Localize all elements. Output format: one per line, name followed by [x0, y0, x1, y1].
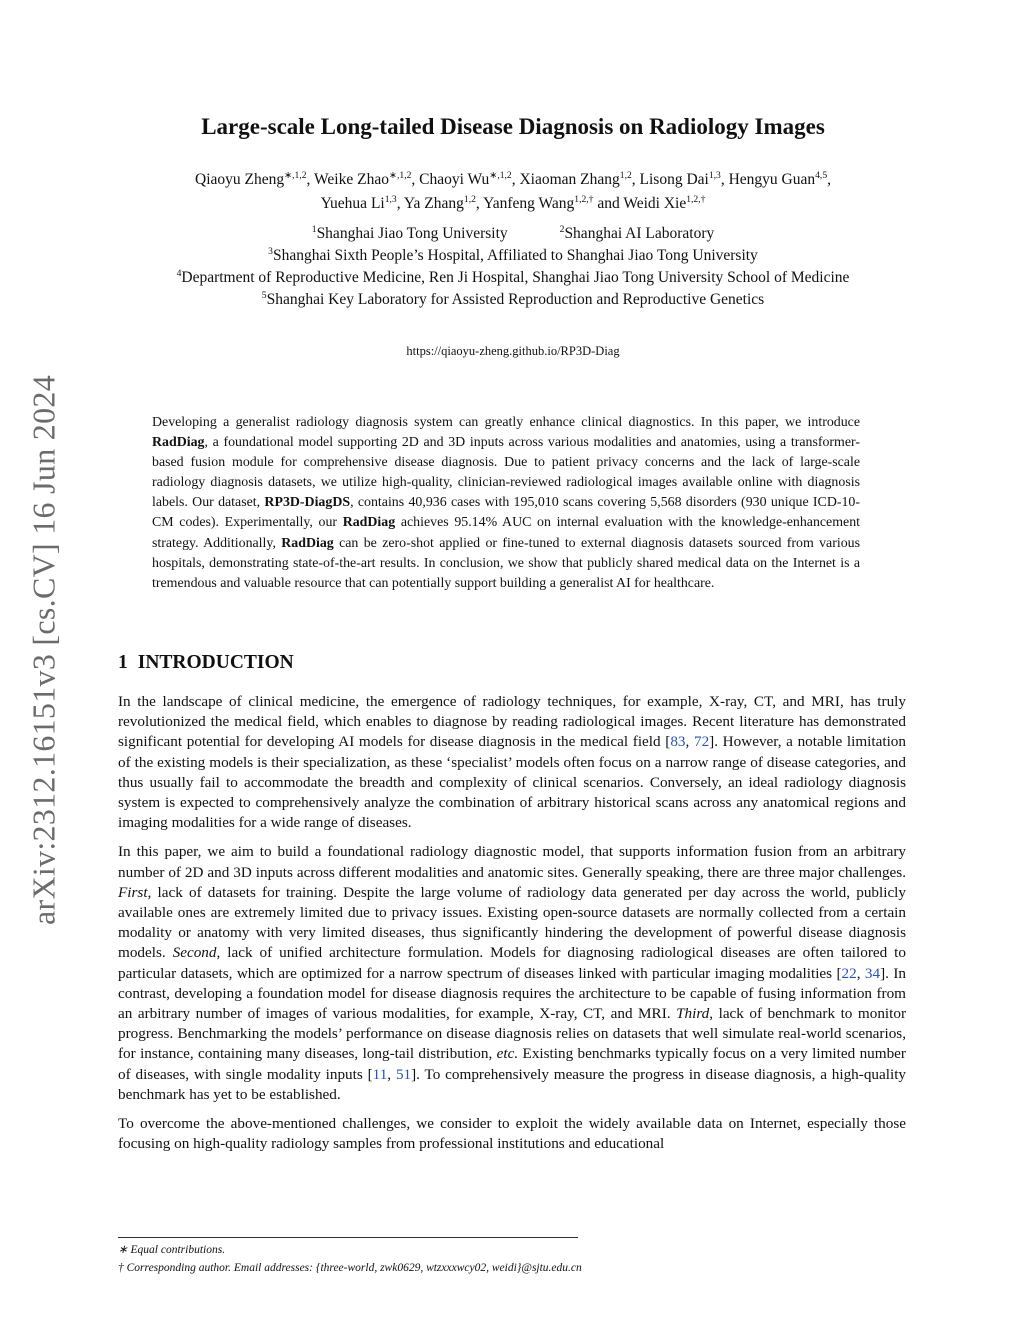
paragraph: To overcome the above-mentioned challenges, we consider to exploit the widely available data on Internet, especially those focusing on high-quality radiology samples from professional institutions and educational [118, 1115, 906, 1153]
author-name: Hengyu Guan [728, 171, 816, 188]
abstract: Developing a generalist radiology diagnosis system can greatly enhance clinical diagnostics. In this paper, we introduce RadDiag, a foundational model supporting 2D and 3D inputs across various modalities and anatomies, using a transformer-based fusion module for comprehensive disease diagnosis. Due to patient privacy concerns and the lack of large-scale radiology diagnosis datasets, we utilize high-quality, clinician-reviewed radiological images available online with diagnosis labels. Our dataset, RP3D-DiagDS, contains 40,936 cases with 195,010 scans covering 5,568 disorders (930 unique ICD-10-CM codes). Experimentally, our RadDiag achieves 95.14% AUC on internal evaluation with the knowledge-enhancement strategy. Additionally, RadDiag can be zero-shot applied or fine-tuned to external diagnosis datasets sourced from various hospitals, demonstrating state-of-the-art results. In conclusion, we show that publicly shared medical data on the Internet is a tremendous and valuable resource that can potentially support building a generalist AI for healthcare. [152, 415, 861, 591]
footnote-divider [118, 1237, 578, 1238]
affiliation: $^3$Shanghai Sixth People’s Hospital, Affiliated to Shanghai Jiao Tong University [268, 245, 758, 264]
citation-link[interactable]: 11 [372, 1065, 388, 1083]
section-number: 1 [118, 652, 128, 673]
affiliation: $^1$Shanghai Jiao Tong University [311, 223, 508, 242]
author-name: Xiaoman Zhang [519, 171, 620, 188]
citation-link[interactable]: 22 [841, 964, 857, 982]
citation-link[interactable]: 51 [395, 1065, 412, 1083]
citation-link[interactable]: 34 [864, 964, 881, 982]
author-name: Lisong Dai [639, 171, 709, 188]
author-affil: 1,3 [384, 193, 397, 205]
citation-link[interactable]: 72 [693, 733, 710, 751]
model-name: RadDiag [281, 535, 334, 551]
author-name: Qiaoyu Zheng [195, 171, 285, 188]
footnotes [118, 1241, 906, 1277]
author-affil: 1,2 [619, 169, 632, 181]
project-url-link[interactable]: https://qiaoyu-zheng.github.io/RP3D-Diag [406, 344, 620, 358]
author-affil: 4,5 [815, 169, 828, 181]
model-name: RadDiag [152, 435, 205, 451]
section-title: INTRODUCTION [137, 652, 294, 673]
arxiv-stamp: arXiv:2312.16151v3 [cs.CV] 16 Jun 2024 [25, 374, 62, 926]
affiliation: $^4$Department of Reproductive Medicine, Ren Ji Hospital, Shanghai Jiao Tong University School of Medicine [176, 267, 850, 286]
affiliation: $^2$Shanghai AI Laboratory [559, 223, 715, 242]
author-list [118, 168, 908, 216]
author-affil: 1,2,† [686, 193, 706, 205]
author-affil: 1,2,† [574, 193, 594, 205]
paper-title: Large-scale Long-tailed Disease Diagnosis on Radiology Images [201, 114, 825, 139]
paragraph: In this paper, we aim to build a foundational radiology diagnostic model, that supports information fusion from an arbitrary number of 2D and 3D inputs across different modalities and anatomic sites. Generally speaking, there are three major challenges. First, lack of datasets for training. Despite the large volume of radiology data generated per day across the world, publicly available ones are extremely limited due to privacy issues. Existing open-source datasets are normally collected from a certain modality or anatomy with very limited diseases, thus significantly hindering the development of powerful disease diagnosis models. Second, lack of unified architecture formulation. Models for diagnosing radiological diseases are often tailored to particular datasets, which are optimized for a narrow spectrum of diseases linked with particular imaging modalities [22, 34]. In contrast, developing a foundation model for disease diagnosis requires the architecture to be capable of fusing information from an arbitrary number of images of various modalities, for example, X-ray, CT, and MRI. Third, lack of benchmark to monitor progress. Benchmarking the models’ performance on disease diagnosis relies on datasets that well simulate real-world scenarios, for instance, containing many diseases, long-tail distribution, etc. Existing benchmarks typically focus on a very limited number of diseases, with single modality inputs [11, 51]. To comprehensively measure the progress in disease diagnosis, a high-quality benchmark has yet to be established. [118, 843, 907, 1103]
affiliation: $^5$Shanghai Key Laboratory for Assisted Reproduction and Reproductive Genetics [261, 289, 765, 308]
author-affil: ∗,1,2 [489, 169, 512, 181]
author-affil: 1,3 [708, 169, 721, 181]
author-name: Weidi Xie [623, 195, 687, 212]
author-affil: ∗,1,2 [388, 169, 412, 181]
author-affil: 1,2 [463, 193, 476, 205]
author-name: Ya Zhang [403, 195, 464, 212]
author-name: Yanfeng Wang [483, 195, 575, 212]
author-affil: ∗,1,2 [284, 169, 307, 181]
paragraph: In the landscape of clinical medicine, the emergence of radiology techniques, for example, X-ray, CT, and MRI, has truly revolutionized the medical field, which enables to diagnose by reading radiological images. Recent literature has demonstrated significant potential for developing AI models for disease diagnosis in the medical field [83, 72]. However, a notable limitation of the existing models is their specialization, as these ‘specialist’ models often focus on a narrow range of disease categories, and thus usually fail to accommodate the breadth and complexity of clinical scenarios. Conversely, an ideal radiology diagnosis system is expected to comprehensively analyze the combination of arbitrary historical scans across any anatomical regions and imaging modalities for a wide range of diseases. [118, 693, 906, 832]
footnote: † Corresponding author. Email addresses: {three-world, zwk0629, wtzxxxwcy02, weidi}@sjtu.edu.cn [118, 1262, 582, 1274]
author-conjunction: and [597, 195, 620, 212]
author-name: Chaoyi Wu [419, 171, 490, 188]
introduction-body [118, 692, 906, 1163]
model-name: RadDiag [342, 515, 396, 531]
affiliation-row [118, 223, 908, 245]
author-name: Weike Zhao [314, 171, 389, 188]
citation-link[interactable]: 83 [670, 733, 686, 751]
affiliations [118, 223, 908, 311]
author-name: Yuehua Li [320, 195, 385, 212]
footnote: ∗ Equal contributions. [118, 1244, 226, 1256]
author-line-1: Qiaoyu Zheng$^{∗,1,2}$, Weike Zhao$^{∗,1,2}$, Chaoyi $Wu^{∗,1,2}$, Xiaoman Zhang$^{1,2}$, Lisong Dai$^{1,3}$, Hengyu Guan$^{4,5}$, [195, 169, 831, 188]
dataset-name: RP3D-DiagDS [264, 495, 351, 511]
author-line-2: Yuehua Li$^{1,3}$, Ya Zhang$^{1,2}$, Yanfeng Wang$^{1,2,\dagger}$ and Weidi Xie$^{1,2,\dagger}$ [320, 193, 706, 212]
section-heading [118, 652, 294, 674]
